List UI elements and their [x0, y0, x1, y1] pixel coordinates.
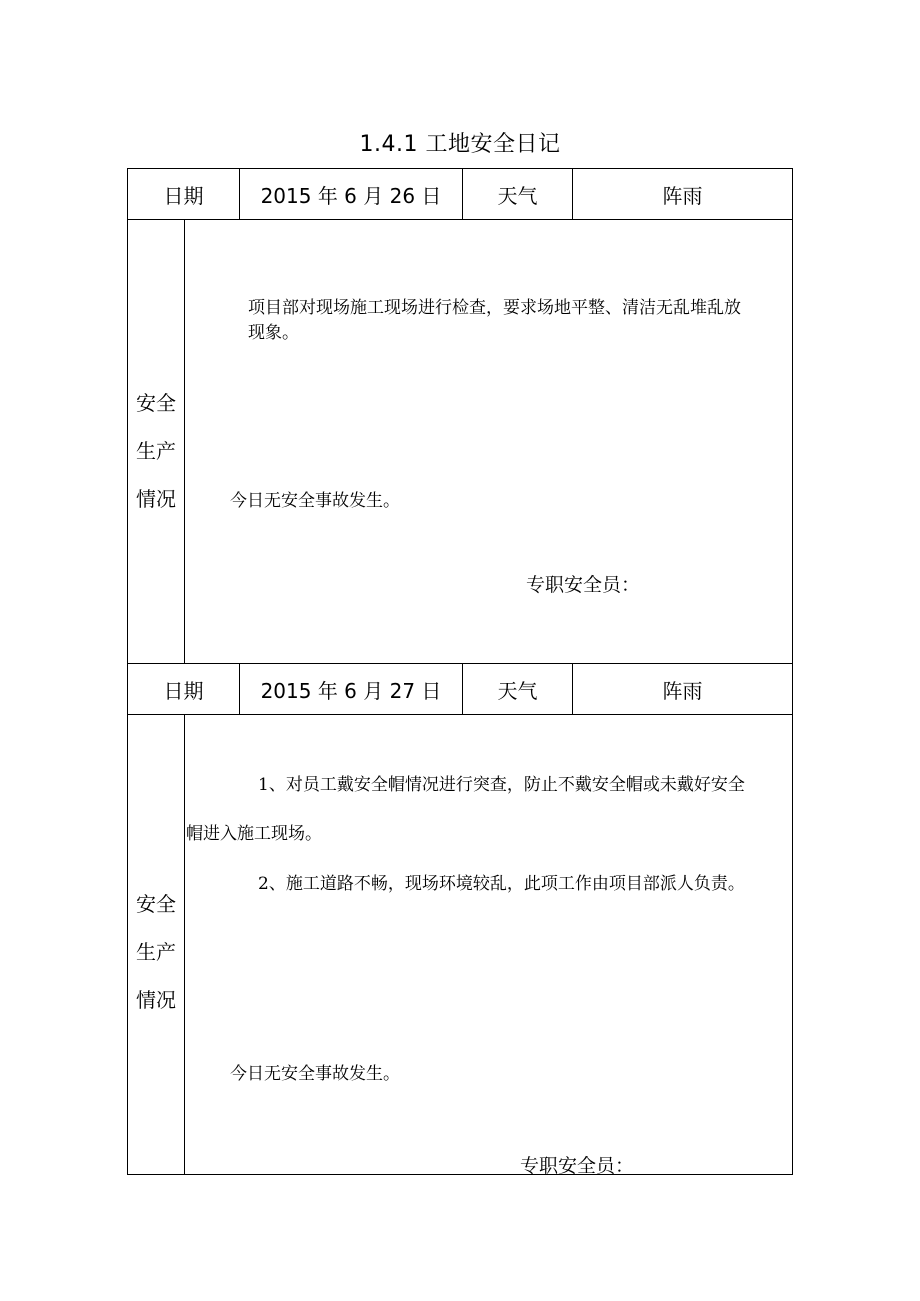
body-divider-1: [184, 219, 185, 664]
section-label-line: 生产: [136, 439, 176, 463]
section-label-line: 情况: [136, 487, 176, 511]
no-accident-note: 今日无安全事故发生。: [230, 491, 400, 511]
section-label-line: 生产: [136, 940, 176, 964]
section-label-line: 安全: [136, 892, 176, 916]
date-label-1: 日期: [163, 183, 204, 208]
paragraph-line: 2、施工道路不畅，现场环境较乱，此项工作由项目部派人负责。: [258, 874, 745, 894]
paragraph-line: 项目部对现场施工现场进行检查，要求场地平整、清洁无乱堆乱放: [248, 298, 741, 318]
weather-value-2: 阵雨: [662, 678, 703, 703]
no-accident-note: 今日无安全事故发生。: [230, 1064, 400, 1084]
document-title: 1.4.1 工地安全日记: [359, 132, 561, 157]
paragraph-line: 1、对员工戴安全帽情况进行突查，防止不戴安全帽或未戴好安全: [258, 775, 745, 795]
section-label-1: [128, 379, 184, 523]
section-label-line: 情况: [136, 988, 176, 1012]
table-border-right: [792, 168, 793, 1175]
section-label-2: [128, 880, 184, 1024]
date-value-1: 2015 年 6 月 26 日: [260, 183, 442, 208]
weather-label-1: 天气: [497, 183, 538, 208]
body-divider-2: [184, 714, 185, 1175]
section-label-line: 安全: [136, 391, 176, 415]
date-label-2: 日期: [163, 678, 204, 703]
safety-officer-label: 专职安全员：: [526, 574, 641, 596]
paragraph-line: 现象。: [248, 323, 299, 343]
paragraph-line: 帽进入施工现场。: [186, 824, 322, 844]
row-divider-3: [127, 714, 793, 715]
weather-value-1: 阵雨: [662, 183, 703, 208]
weather-label-2: 天气: [497, 678, 538, 703]
table-border-bottom: [127, 1174, 793, 1175]
safety-officer-label: 专职安全员：: [520, 1155, 635, 1177]
date-value-2: 2015 年 6 月 27 日: [260, 678, 442, 703]
row-divider-1: [127, 219, 793, 220]
